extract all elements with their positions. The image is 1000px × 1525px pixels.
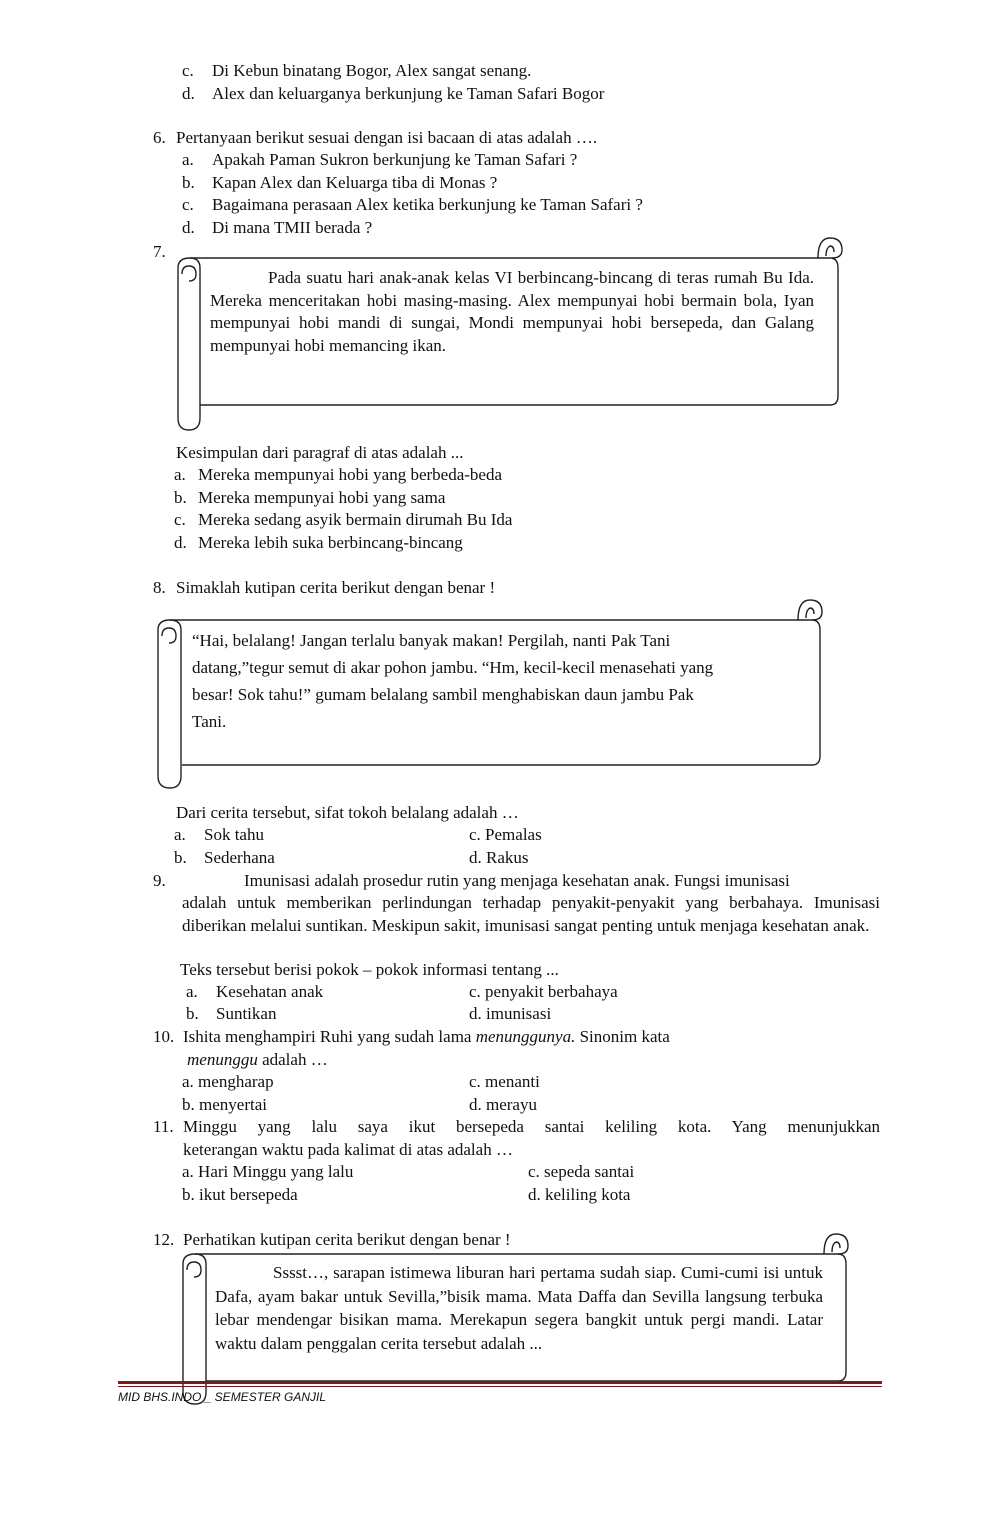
option-text: Mereka mempunyai hobi yang berbeda-beda <box>198 465 502 484</box>
q12-passage: Sssst…, sarapan istimewa liburan hari pertama sudah siap. Cumi-cumi isi untuk Dafa, ayam bakar untuk Sevilla,”bisik mama. Mata Daffa dan Sevilla langsung terbuka lebar mendengar bisikan mama. Merekapun segera bangkit untuk pergi mandi. Latar waktu dalam penggalan cerita tersebut adalah ... <box>215 1263 823 1353</box>
option-text: keliling kota <box>545 1185 631 1204</box>
option-text: Sederhana <box>204 848 275 867</box>
q8-passage-line: Tani. <box>192 712 227 731</box>
option-letter: d. <box>182 218 195 237</box>
option-text: sepeda santai <box>544 1162 635 1181</box>
option-letter: b. <box>186 1004 199 1023</box>
option-letter: b. <box>174 848 187 867</box>
option-text: Hari Minggu yang lalu <box>198 1162 354 1181</box>
option-text: Bagaimana perasaan Alex ketika berkunjung ke Taman Safari ? <box>212 195 643 214</box>
option-text: ikut bersepeda <box>199 1185 298 1204</box>
option-text: Mereka mempunyai hobi yang sama <box>198 488 446 507</box>
q6-option-c <box>182 194 643 216</box>
option-letter: c. <box>174 510 186 529</box>
option-text: Di Kebun binatang Bogor, Alex sangat senang. <box>212 61 532 80</box>
option-text: Kapan Alex dan Keluarga tiba di Monas ? <box>212 173 498 192</box>
option-text: Rakus <box>486 848 529 867</box>
q7-option-d <box>174 532 463 554</box>
question-italic-word: menunggu <box>187 1050 258 1069</box>
q7-passage: Pada suatu hari anak-anak kelas VI berbincang-bincang di teras rumah Bu Ida. Mereka menceritakan hobi masing-masing. Alex mempunyai hobi bermain bola, Iyan mempunyai hobi mandi di sungai, Mondi mempunyai hobi bersepeda, dan Galang mempunyai hobi memancing ikan. <box>210 268 814 355</box>
option-letter: a. <box>186 982 198 1001</box>
q7-option-a <box>174 464 502 486</box>
option-letter: b. <box>182 1185 195 1204</box>
option-letter: b. <box>182 173 195 192</box>
q7-option-b <box>174 487 446 509</box>
q10-option-b <box>182 1094 267 1116</box>
q8-option-d <box>469 847 529 869</box>
q8-option-a <box>174 824 264 846</box>
q10-option-c <box>469 1071 540 1093</box>
question-text-end: Sinonim kata <box>575 1027 670 1046</box>
option-text: Mereka sedang asyik bermain dirumah Bu Ida <box>198 510 513 529</box>
q6-question <box>153 127 598 149</box>
q9-option-a <box>186 981 324 1003</box>
option-text: merayu <box>486 1095 537 1114</box>
option-letter: d. <box>469 1004 482 1023</box>
q8-question: Dari cerita tersebut, sifat tokoh belalang adalah … <box>176 803 519 822</box>
question-text: adalah … <box>257 1050 328 1069</box>
q7-question: Kesimpulan dari paragraf di atas adalah ... <box>176 443 464 462</box>
question-number: 12. <box>153 1230 175 1249</box>
option-letter: b. <box>182 1095 195 1114</box>
question-number: 6. <box>153 128 166 147</box>
q6-option-b <box>182 172 498 194</box>
q9-number: 9. <box>153 871 166 890</box>
option-letter: d. <box>528 1185 541 1204</box>
option-letter: b. <box>174 488 187 507</box>
q6-option-a <box>182 149 578 171</box>
option-text: Sok tahu <box>204 825 264 844</box>
q6-option-d <box>182 217 373 239</box>
option-text: menyertai <box>199 1095 267 1114</box>
q11-number: 11. <box>153 1117 174 1136</box>
q9-option-c <box>469 981 618 1003</box>
question-number: 10. <box>153 1027 175 1046</box>
q9-option-d <box>469 1003 551 1025</box>
q9-question: Teks tersebut berisi pokok – pokok informasi tentang ... <box>180 960 559 979</box>
question-text: Simaklah kutipan cerita berikut dengan benar ! <box>176 578 496 597</box>
option-letter: a. <box>182 150 194 169</box>
q8-option-c <box>469 824 542 846</box>
option-text: Alex dan keluarganya berkunjung ke Taman Safari Bogor <box>212 84 605 103</box>
prev-option-d <box>182 83 605 105</box>
question-italic-word: menunggunya. <box>475 1027 576 1046</box>
q11-question-line1: Minggu yang lalu saya ikut bersepeda santai keliling kota. Yang menunjukkan <box>183 1117 880 1136</box>
q11-option-d <box>528 1184 630 1206</box>
option-text: Apakah Paman Sukron berkunjung ke Taman Safari ? <box>212 150 578 169</box>
q11-question-line2: keterangan waktu pada kalimat di atas adalah … <box>183 1140 513 1159</box>
prev-option-c <box>182 60 532 82</box>
q10-option-d <box>469 1094 537 1116</box>
option-text: Suntikan <box>216 1004 277 1023</box>
q8-passage-line: besar! Sok tahu!” gumam belalang sambil menghabiskan daun jambu Pak <box>192 685 694 704</box>
option-letter: a. <box>182 1072 194 1091</box>
q7-option-c <box>174 509 513 531</box>
option-text: imunisasi <box>486 1004 552 1023</box>
q8-passage-line: “Hai, belalang! Jangan terlalu banyak makan! Pergilah, nanti Pak Tani <box>192 631 671 650</box>
option-letter: d. <box>469 848 482 867</box>
option-letter: c. <box>469 1072 481 1091</box>
q11-option-c <box>528 1161 634 1183</box>
q9-option-b <box>186 1003 277 1025</box>
q12-intro <box>153 1229 511 1251</box>
footer-rule-thin <box>118 1386 882 1387</box>
q11-option-b <box>182 1184 298 1206</box>
footer-label: MID BHS.INDO _ SEMESTER GANJIL <box>118 1390 327 1404</box>
option-letter: c. <box>182 61 194 80</box>
option-text: Kesehatan anak <box>216 982 324 1001</box>
question-text: Pertanyaan berikut sesuai dengan isi bacaan di atas adalah …. <box>176 128 598 147</box>
footer-rule-thick <box>118 1381 882 1384</box>
option-letter: a. <box>174 825 186 844</box>
option-letter: d. <box>182 84 195 103</box>
q10-question <box>153 1026 670 1048</box>
option-text: penyakit berbahaya <box>485 982 618 1001</box>
option-letter: d. <box>174 533 187 552</box>
q8-option-b <box>174 847 275 869</box>
question-number: 8. <box>153 578 166 597</box>
q10-question-line2 <box>187 1049 328 1071</box>
option-text: menanti <box>485 1072 540 1091</box>
question-text: Perhatikan kutipan cerita berikut dengan benar ! <box>183 1230 511 1249</box>
q8-intro <box>153 577 496 599</box>
q7-number: 7. <box>153 242 166 261</box>
q8-passage-line: datang,”tegur semut di akar pohon jambu. “Hm, kecil-kecil menasehati yang <box>192 658 714 677</box>
q9-passage: adalah untuk memberikan perlindungan terhadap penyakit-penyakit yang berbahaya. Imunisasi diberikan melalui suntikan. Meskipun sakit, imunisasi sangat penting untuk menjaga kesehatan anak. <box>182 893 880 935</box>
option-text: Di mana TMII berada ? <box>212 218 373 237</box>
option-text: Mereka lebih suka berbincang-bincang <box>198 533 463 552</box>
option-text: mengharap <box>198 1072 274 1091</box>
option-letter: c. <box>469 982 481 1001</box>
option-letter: c. <box>182 195 194 214</box>
option-letter: c. <box>469 825 481 844</box>
question-text: Ishita menghampiri Ruhi yang sudah lama <box>183 1027 476 1046</box>
option-letter: a. <box>174 465 186 484</box>
option-letter: c. <box>528 1162 540 1181</box>
option-text: Pemalas <box>485 825 542 844</box>
q9-passage-first-line: Imunisasi adalah prosedur rutin yang menjaga kesehatan anak. Fungsi imunisasi <box>244 871 790 890</box>
q11-option-a <box>182 1161 353 1183</box>
option-letter: a. <box>182 1162 194 1181</box>
q10-option-a <box>182 1071 274 1093</box>
option-letter: d. <box>469 1095 482 1114</box>
